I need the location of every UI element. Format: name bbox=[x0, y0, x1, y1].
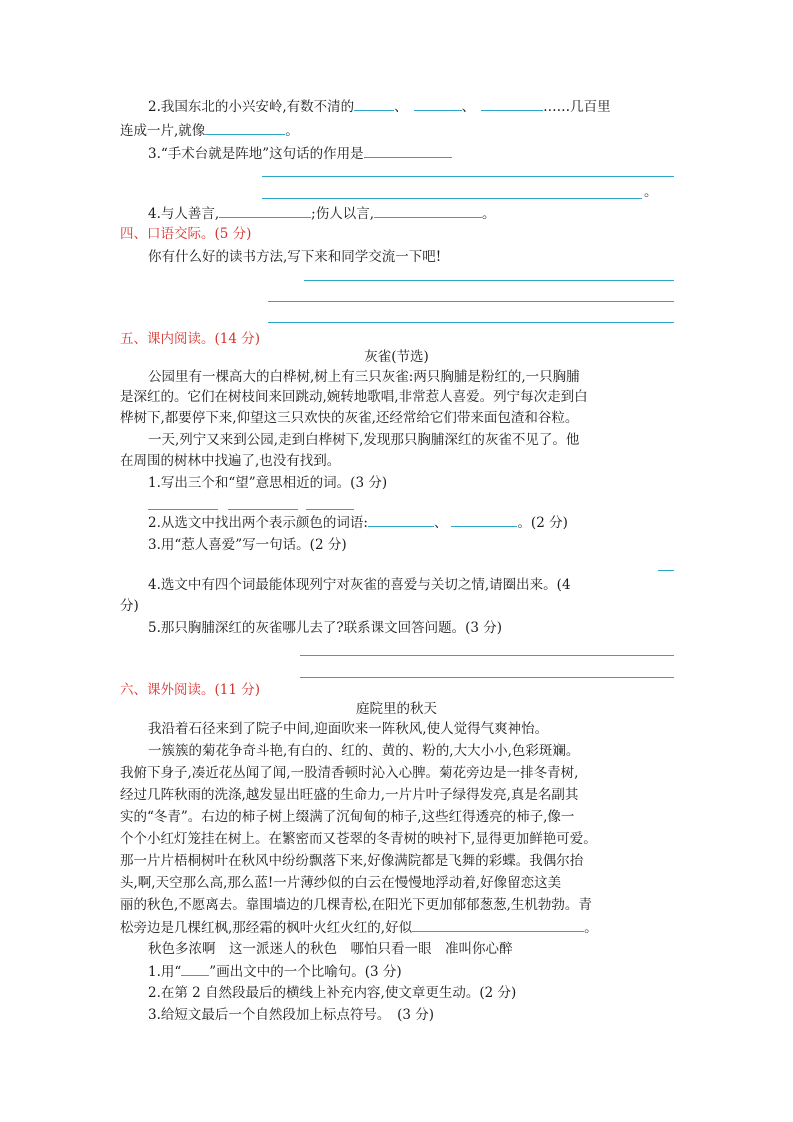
passage-line: 公园里有一棵高大的白桦树,树上有三只灰雀:两只胸脯是粉红的,一只胸脯 bbox=[148, 369, 580, 385]
passage-line: 经过几阵秋雨的洗涤,越发显出旺盛的生命力,一片片叶子绿得发亮,真是名副其 bbox=[120, 787, 579, 803]
answer-line[interactable] bbox=[262, 198, 642, 199]
passage-title: 灰雀(节选) bbox=[364, 349, 429, 365]
answer-blank[interactable] bbox=[219, 203, 311, 218]
question-5-3: 3.用“惹人喜爱”写一句话。(2 分) bbox=[148, 537, 347, 553]
passage-line: 秋色多浓啊 这一派迷人的秋色 哪怕只看一眼 准叫你心醉 bbox=[148, 941, 513, 957]
passage-line: 一天,列宁又来到公园,走到白桦树下,发现那只胸脯深红的灰雀不见了。他 bbox=[148, 432, 580, 448]
answer-line[interactable] bbox=[228, 509, 298, 510]
answer-line[interactable] bbox=[306, 509, 354, 510]
question-5-5: 5.那只胸脯深红的灰雀哪儿去了?联系课文回答问题。(3 分) bbox=[148, 620, 503, 636]
answer-blank[interactable] bbox=[374, 203, 482, 218]
question-3-2-line2: 连成一片,就像 。 bbox=[120, 120, 299, 141]
question-5-4-cont: 分) bbox=[120, 598, 139, 614]
answer-blank[interactable] bbox=[481, 96, 543, 111]
answer-line[interactable] bbox=[268, 322, 674, 323]
section-4-prompt: 你有什么好的读书方法,写下来和同学交流一下吧! bbox=[148, 249, 442, 265]
answer-line[interactable] bbox=[304, 280, 674, 281]
passage-line-last: 松旁边是几棵红枫,那经霜的枫叶火红火红的,好似 。 bbox=[120, 917, 598, 938]
answer-blank[interactable] bbox=[451, 512, 517, 527]
answer-blank[interactable] bbox=[412, 917, 584, 932]
answer-line[interactable] bbox=[300, 677, 674, 678]
period-mark: 。 bbox=[644, 184, 658, 200]
answer-line[interactable] bbox=[262, 176, 674, 177]
section-6-heading: 六、课外阅读。(11 分) bbox=[120, 682, 261, 698]
question-5-4: 4.选文中有四个词最能体现列宁对灰雀的喜爱与关切之情,请圈出来。(4 bbox=[148, 577, 571, 593]
passage-line: 我俯下身子,凑近花丛闻了闻,一股清香顿时沁入心脾。菊花旁边是一排冬青树, bbox=[120, 765, 579, 781]
answer-line[interactable] bbox=[300, 655, 674, 656]
passage-line: 一簇簇的菊花争奇斗艳,有白的、红的、黄的、粉的,大大小小,色彩斑斓。 bbox=[148, 743, 580, 759]
section-5-heading: 五、课内阅读。(14 分) bbox=[120, 331, 261, 347]
passage-line: 桦树下,都要停下来,仰望这三只欢快的灰雀,还经常给它们带来面包渣和谷粒。 bbox=[120, 410, 579, 426]
question-6-1: 1.用“ ”画出文中的一个比喻句。(3 分) bbox=[148, 961, 402, 982]
question-3-3: 3.“手术台就是阵地”这句话的作用是 bbox=[148, 143, 452, 164]
passage-line: 我沿着石径来到了院子中间,迎面吹来一阵秋风,使人觉得气爽神怡。 bbox=[148, 721, 549, 737]
passage-line: 头,啊,天空那么高,那么蓝!一片薄纱似的白云在慢慢地浮动着,好像留恋这美 bbox=[120, 875, 562, 891]
question-6-3: 3.给短文最后一个自然段加上标点符号。 (3 分) bbox=[148, 1007, 435, 1023]
answer-blank[interactable] bbox=[368, 512, 434, 527]
underline-sample bbox=[181, 961, 209, 976]
section-4-heading: 四、口语交际。(5 分) bbox=[120, 226, 252, 242]
answer-blank[interactable] bbox=[364, 143, 452, 158]
passage-line: 那一片片梧桐树叶在秋风中纷纷飘落下来,好像满院都是飞舞的彩蝶。我偶尔抬 bbox=[120, 853, 584, 869]
question-3-4: 4.与人善言, ;伤人以言, 。 bbox=[148, 203, 496, 224]
passage-line: 丽的秋色,不愿离去。靠围墙边的几棵青松,在阳光下更加郁郁葱葱,生机勃勃。青 bbox=[120, 897, 592, 913]
answer-blank[interactable] bbox=[354, 96, 394, 111]
question-5-2: 2.从选文中找出两个表示颜色的词语: 、 。(2 分) bbox=[148, 512, 568, 533]
answer-line[interactable] bbox=[658, 570, 674, 571]
passage-line: 实的“冬青”。右边的柿子树上缀满了沉甸甸的柿子,这些红得透亮的柿子,像一 bbox=[120, 809, 575, 825]
answer-line[interactable] bbox=[148, 509, 218, 510]
question-5-1: 1.写出三个和“望”意思相近的词。(3 分) bbox=[148, 475, 388, 491]
passage-line: 是深红的。它们在树枝间来回跳动,婉转地歌唱,非常惹人喜爱。列宁每次走到白 bbox=[120, 389, 588, 405]
answer-blank[interactable] bbox=[205, 120, 285, 135]
answer-blank[interactable] bbox=[414, 96, 462, 111]
question-6-2: 2.在第 2 自然段最后的横线上补充内容,使文章更生动。(2 分) bbox=[148, 985, 517, 1001]
passage-line: 在周围的树林中找遍了,也没有找到。 bbox=[120, 453, 341, 469]
answer-line[interactable] bbox=[268, 301, 674, 302]
question-3-2-line1: 2.我国东北的小兴安岭,有数不清的 、 、 ……几百里 bbox=[148, 96, 611, 117]
passage-title: 庭院里的秋天 bbox=[356, 701, 437, 717]
passage-line: 个个小红灯笼挂在树上。在繁密而又苍翠的冬青树的映衬下,显得更加鲜艳可爱。 bbox=[120, 831, 597, 847]
